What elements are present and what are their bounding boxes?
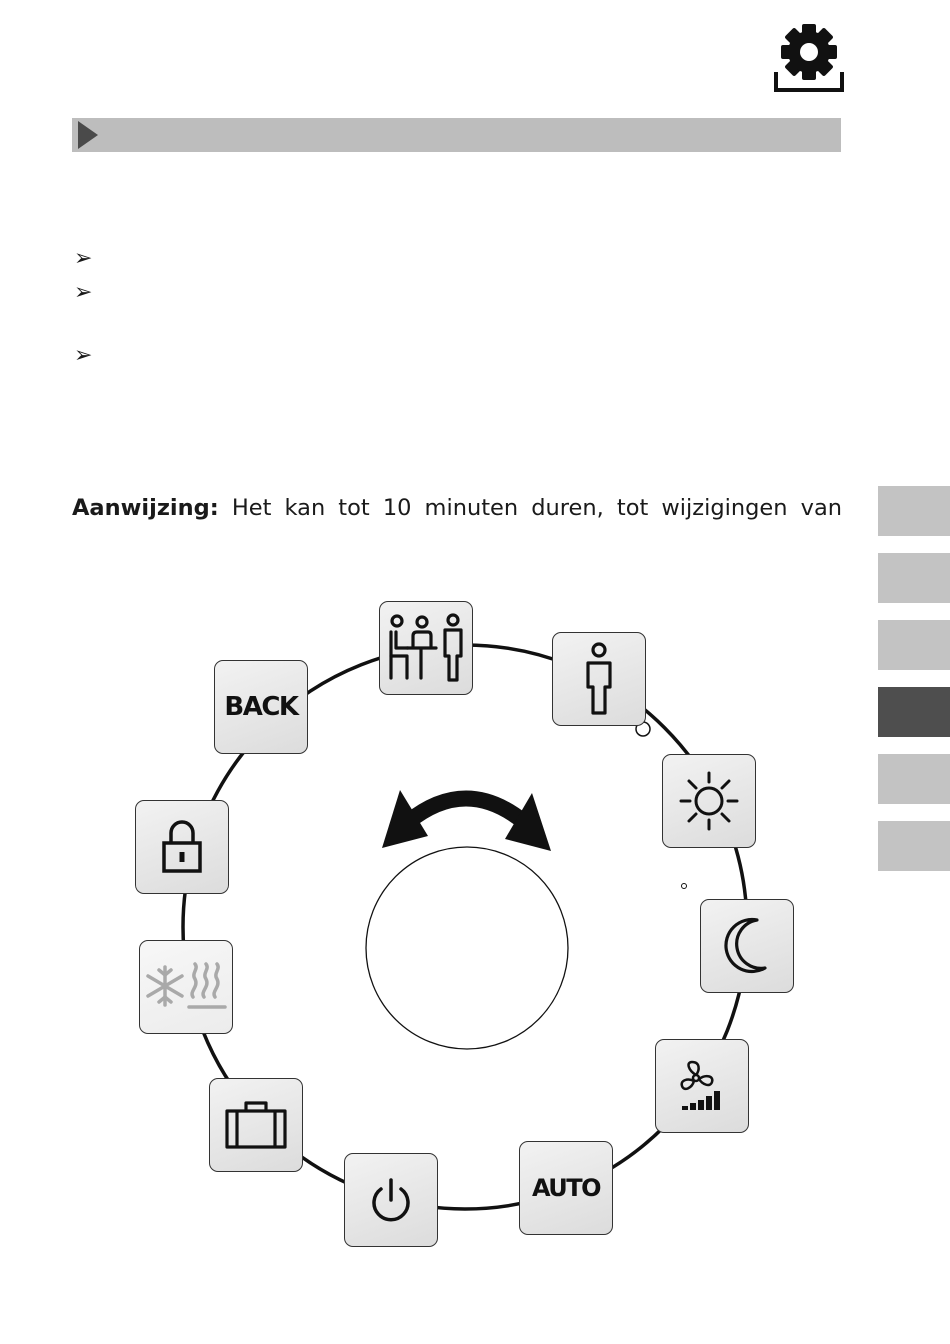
tile-auto[interactable]: [519, 1141, 613, 1235]
tile-back-label: BACK: [224, 692, 298, 722]
sun-icon: [677, 769, 741, 833]
bullet-marker: ➢: [74, 246, 93, 271]
fan-level-icon: [676, 1060, 728, 1112]
party-people-icon: [384, 610, 468, 686]
tile-comfort[interactable]: [662, 754, 756, 848]
tile-cool-heat[interactable]: [139, 940, 233, 1034]
person-icon: [579, 641, 619, 717]
tile-presence[interactable]: [552, 632, 646, 726]
dial-knob: [366, 847, 568, 1049]
bullet-marker: ➢: [74, 280, 93, 305]
suitcase-icon: [224, 1099, 288, 1151]
dial-small-dot: [682, 884, 687, 889]
tile-lock[interactable]: [135, 800, 229, 894]
tile-power[interactable]: [344, 1153, 438, 1247]
tile-back[interactable]: [214, 660, 308, 754]
tile-auto-label: AUTO: [531, 1174, 601, 1202]
power-icon: [366, 1175, 416, 1225]
tile-party[interactable]: [379, 601, 473, 695]
note-label: Aanwijzing:: [72, 495, 219, 521]
rotate-arrow-icon: [382, 790, 551, 851]
tile-night[interactable]: [700, 899, 794, 993]
moon-icon: [719, 916, 775, 976]
lock-icon: [160, 819, 204, 875]
tile-fan[interactable]: [655, 1039, 749, 1133]
tile-holiday[interactable]: [209, 1078, 303, 1172]
note-text: Het kan tot 10 minuten duren, tot wijzigingen van: [218, 495, 842, 521]
snow-heat-icon: [143, 961, 229, 1013]
bullet-marker: ➢: [74, 343, 93, 368]
